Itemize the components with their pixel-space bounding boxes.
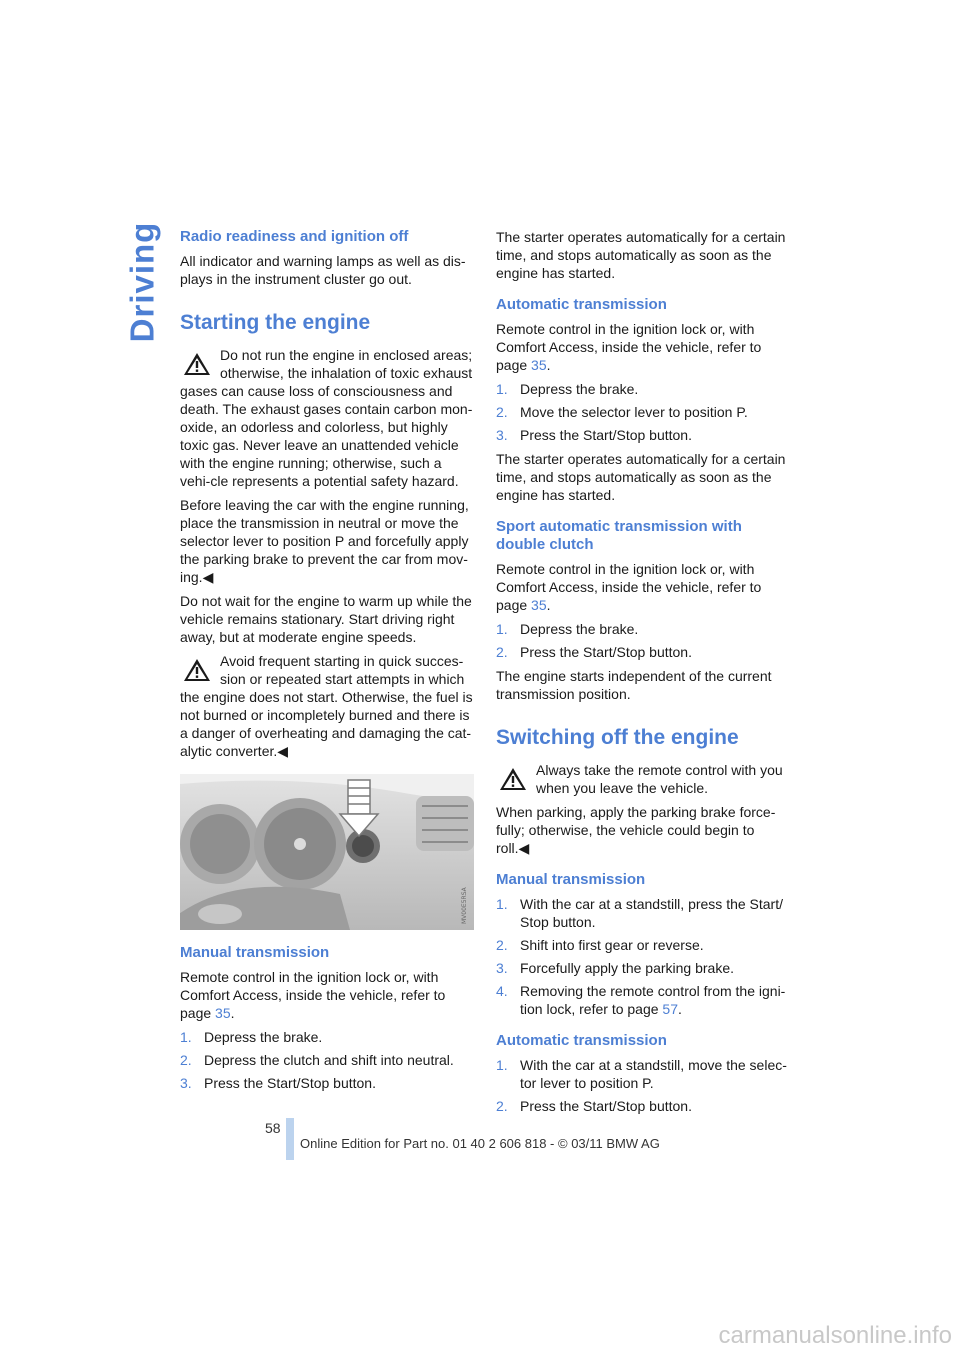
warning-text: Always take the remote control with you when you leave the vehicle. xyxy=(536,762,783,796)
section-tab-label: Driving xyxy=(123,221,160,343)
page-link[interactable]: 35 xyxy=(531,357,547,373)
warning-block xyxy=(180,652,474,760)
list-item: 2. Shift into first gear or reverse. xyxy=(496,937,704,953)
warning-icon xyxy=(182,350,212,378)
sport-steps xyxy=(496,620,790,661)
off-manual-heading: Manual transmission xyxy=(496,871,646,888)
auto-starter-text: The starter operates automatically for a certain time, and stops automatically as soon as the engine has started. xyxy=(496,451,786,503)
footer-bar xyxy=(286,1118,294,1160)
dashboard-start-button-illustration xyxy=(180,774,474,930)
list-item: 1. Depress the brake. xyxy=(496,621,639,637)
warning-continued: When parking, apply the parking brake force-fully; otherwise, the vehicle could begin to roll.◀ xyxy=(496,804,776,856)
left-column xyxy=(180,228,474,1098)
list-item: 4. Removing the remote control from the igni-tion lock, refer to page 57. xyxy=(496,983,786,1017)
list-item: 2. Press the Start/Stop button. xyxy=(496,644,692,660)
section-tab xyxy=(118,222,166,342)
list-item: 3. Press the Start/Stop button. xyxy=(180,1075,376,1091)
warning-text: Avoid frequent starting in quick succes-sion or repeated start attempts in which the engine does not start. Otherwise, the fuel is not burned or incompletely burned and there is a danger of overheating and damaging the cat-alytic converter.◀ xyxy=(180,653,473,759)
manual-heading: Manual transmission xyxy=(180,944,330,961)
list-item: 3. Forcefully apply the parking brake. xyxy=(496,960,734,976)
sport-heading: Sport automatic transmission with double clutch xyxy=(496,518,742,553)
radio-heading: Radio readiness and ignition off xyxy=(180,228,409,245)
page-link[interactable]: 35 xyxy=(531,597,547,613)
warning-icon xyxy=(182,656,212,684)
manual-steps xyxy=(180,1028,474,1092)
edition-text: Online Edition for Part no. 01 40 2 606 818 - © 03/11 BMW AG xyxy=(300,1136,660,1151)
warning-icon xyxy=(498,765,528,793)
auto-intro: Remote control in the ignition lock or, with Comfort Access, inside the vehicle, refer to page 35. xyxy=(496,321,762,373)
warning-block xyxy=(496,761,790,797)
off-heading: Switching off the engine xyxy=(496,726,739,749)
warmup-text: Do not wait for the engine to warm up while the vehicle remains stationary. Start driving right away, but at moderate engine speeds. xyxy=(180,593,472,645)
list-item: 2. Depress the clutch and shift into neutral. xyxy=(180,1052,454,1068)
auto-steps xyxy=(496,380,790,444)
off-auto-steps xyxy=(496,1056,790,1115)
starting-heading: Starting the engine xyxy=(180,311,371,334)
figure-code: MV00E5RSA xyxy=(461,887,468,924)
off-auto-heading: Automatic transmission xyxy=(496,1032,667,1049)
page-link[interactable]: 35 xyxy=(215,1005,231,1021)
list-item: 1. With the car at a standstill, press the Start/ Stop button. xyxy=(496,896,783,930)
page-number: 58 xyxy=(265,1120,281,1136)
page-link[interactable]: 57 xyxy=(662,1001,678,1017)
sport-text: The engine starts independent of the current transmission position. xyxy=(496,668,772,702)
right-column xyxy=(496,228,790,1121)
dashboard-illustration-drawing xyxy=(180,774,474,930)
watermark: carmanualsonline.info xyxy=(718,1322,952,1349)
list-item: 2. Press the Start/Stop button. xyxy=(496,1098,692,1114)
auto-heading: Automatic transmission xyxy=(496,296,667,313)
radio-text: All indicator and warning lamps as well as dis-plays in the instrument cluster go out. xyxy=(180,253,466,287)
starter-text: The starter operates automatically for a certain time, and stops automatically as soon as the engine has started. xyxy=(496,229,786,281)
list-item: 1. Depress the brake. xyxy=(496,381,639,397)
list-item: 3. Press the Start/Stop button. xyxy=(496,427,692,443)
warning-block xyxy=(180,346,474,490)
sport-intro: Remote control in the ignition lock or, with Comfort Access, inside the vehicle, refer to page 35. xyxy=(496,561,762,613)
list-item: 2. Move the selector lever to position P. xyxy=(496,404,748,420)
list-item: 1. With the car at a standstill, move the selec-tor lever to position P. xyxy=(496,1057,787,1091)
list-item: 1. Depress the brake. xyxy=(180,1029,323,1045)
warning-continued: Before leaving the car with the engine running, place the transmission in neutral or move the selector lever to position P and forcefully apply the parking brake to prevent the car from mov-ing.◀ xyxy=(180,497,469,585)
off-manual-steps xyxy=(496,895,790,1018)
warning-text: Do not run the engine in enclosed areas; otherwise, the inhalation of toxic exhaust gases can cause loss of consciousness and death. The exhaust gases contain carbon mon-oxide, an odorless and colorless, but highly toxic gas. Never leave an unattended vehicle with the engine running; otherwise, such a vehi-cle represents a potential safety hazard. xyxy=(180,347,473,489)
manual-intro: Remote control in the ignition lock or, with Comfort Access, inside the vehicle, refer to page 35. xyxy=(180,969,446,1021)
